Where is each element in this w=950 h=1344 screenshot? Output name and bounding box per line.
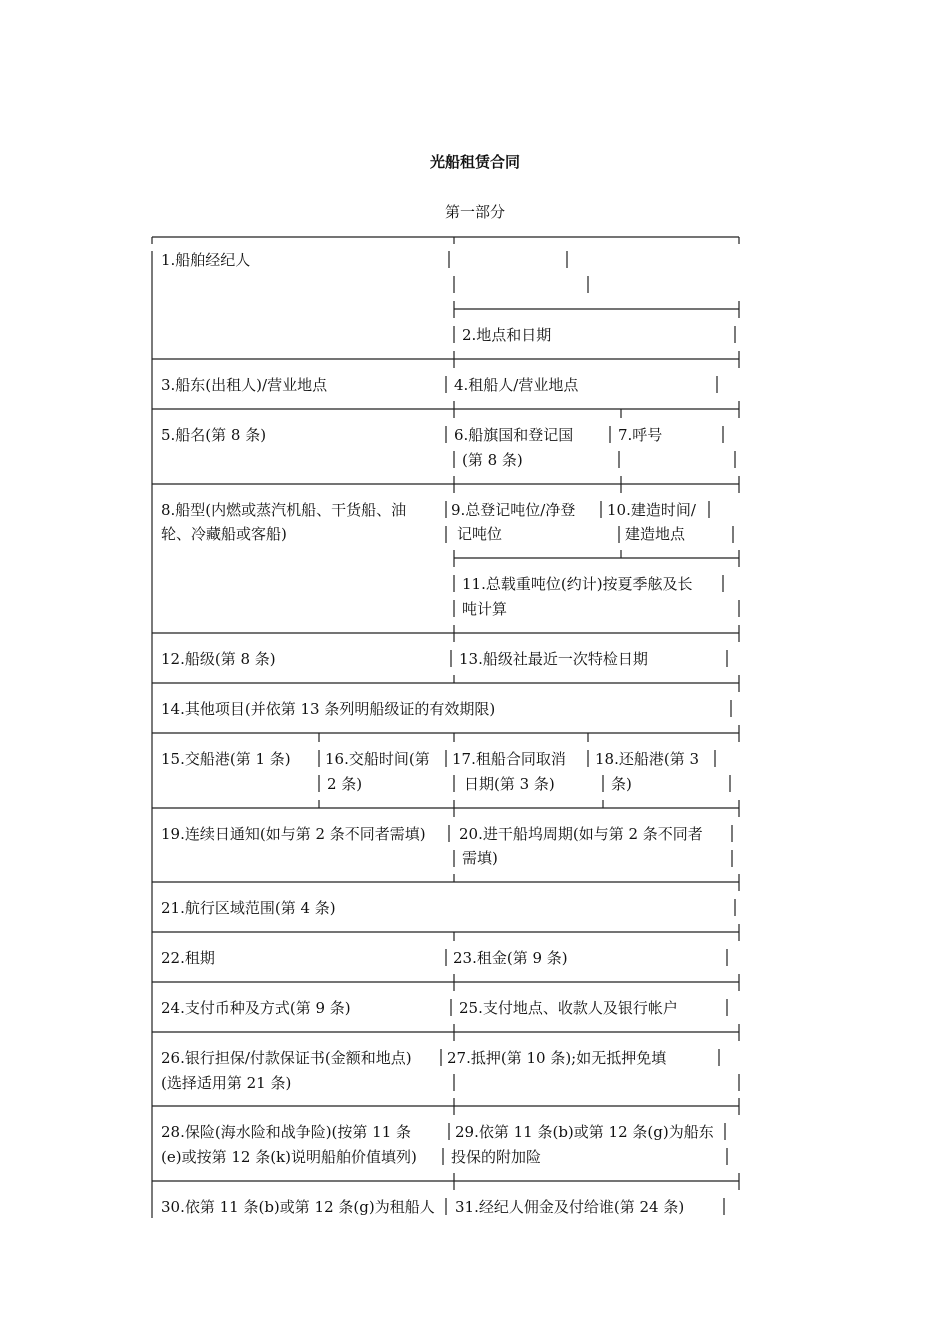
field-18-redelivery-line-2: 条) (611, 775, 632, 793)
field-28-insurance-line-2: (e)或按第 12 条(k)说明船舶价值填列) (161, 1148, 417, 1166)
field-10-build-line-1: 10.建造时间/ (607, 501, 696, 519)
field-9-tonnage-line-1: 9.总登记吨位/净登 (451, 501, 576, 519)
field-4-charterers: 4.租船人/营业地点 (454, 376, 579, 394)
field-29-additional-insurance-line-1: 29.依第 11 条(b)或第 12 条(g)为船东 (455, 1123, 714, 1141)
field-9-tonnage-line-2: 记吨位 (457, 525, 503, 543)
field-8-type-line-1: 8.船型(内燃或蒸汽机船、干货船、油 (161, 501, 407, 519)
field-24-currency: 24.支付币种及方式(第 9 条) (161, 999, 351, 1017)
field-20-drydock-line-2: 需填) (462, 849, 498, 867)
field-26-guarantee-line-1: 26.银行担保/付款保证书(金额和地点) (161, 1049, 412, 1067)
field-29-additional-insurance-line-2: 投保的附加险 (451, 1148, 542, 1166)
field-16-delivery-time-line-2: 2 条) (327, 775, 363, 793)
field-11-deadweight-line-1: 11.总载重吨位(约计)按夏季舷及长 (462, 575, 693, 593)
field-27-mortgage: 27.抵押(第 10 条);如无抵押免填 (447, 1049, 667, 1067)
field-13-survey-date: 13.船级社最近一次特检日期 (459, 650, 648, 668)
field-17-cancelling-line-1: 17.租船合同取消 (452, 750, 566, 768)
field-22-charter-period: 22.租期 (161, 949, 215, 967)
field-2-place-and-date: 2.地点和日期 (462, 326, 552, 344)
field-10-build-line-2: 建造地点 (625, 525, 686, 543)
field-30-charterers-insurance: 30.依第 11 条(b)或第 12 条(g)为租船人 (161, 1198, 435, 1216)
field-12-class: 12.船级(第 8 条) (161, 650, 276, 668)
field-7-call-sign: 7.呼号 (618, 426, 663, 444)
field-17-cancelling-line-2: 日期(第 3 条) (464, 775, 555, 793)
field-11-deadweight-line-2: 吨计算 (462, 600, 508, 618)
field-20-drydock-line-1: 20.进干船坞周期(如与第 2 条不同者 (459, 825, 703, 843)
field-21-trading-limits: 21.航行区域范围(第 4 条) (161, 899, 336, 917)
field-6-flag-line-2: (第 8 条) (462, 451, 523, 469)
field-3-owners: 3.船东(出租人)/营业地点 (161, 376, 328, 394)
field-19-notice: 19.连续日通知(如与第 2 条不同者需填) (161, 825, 426, 843)
field-1-ship-broker: 1.船舶经纪人 (161, 251, 251, 269)
field-16-delivery-time-line-1: 16.交船时间(第 (325, 750, 430, 768)
field-18-redelivery-line-1: 18.还船港(第 3 (595, 750, 700, 768)
document-subtitle: 第一部分 (444, 203, 505, 221)
field-6-flag-line-1: 6.船旗国和登记国 (454, 426, 574, 444)
field-28-insurance-line-1: 28.保险(海水险和战争险)(按第 11 条 (161, 1123, 412, 1141)
field-26-guarantee-line-2: (选择适用第 21 条) (161, 1074, 292, 1092)
field-23-hire: 23.租金(第 9 条) (453, 949, 568, 967)
field-14-other: 14.其他项目(并依第 13 条列明船级证的有效期限) (161, 700, 496, 718)
document-title: 光船租赁合同 (429, 153, 520, 171)
field-31-brokerage: 31.经纪人佣金及付给谁(第 24 条) (455, 1198, 685, 1216)
field-5-vessel-name: 5.船名(第 8 条) (161, 426, 267, 444)
field-25-payment-place: 25.支付地点、收款人及银行帐户 (459, 999, 678, 1017)
field-15-delivery-port: 15.交船港(第 1 条) (161, 750, 291, 768)
field-8-type-line-2: 轮、冷藏船或客船) (161, 525, 287, 543)
